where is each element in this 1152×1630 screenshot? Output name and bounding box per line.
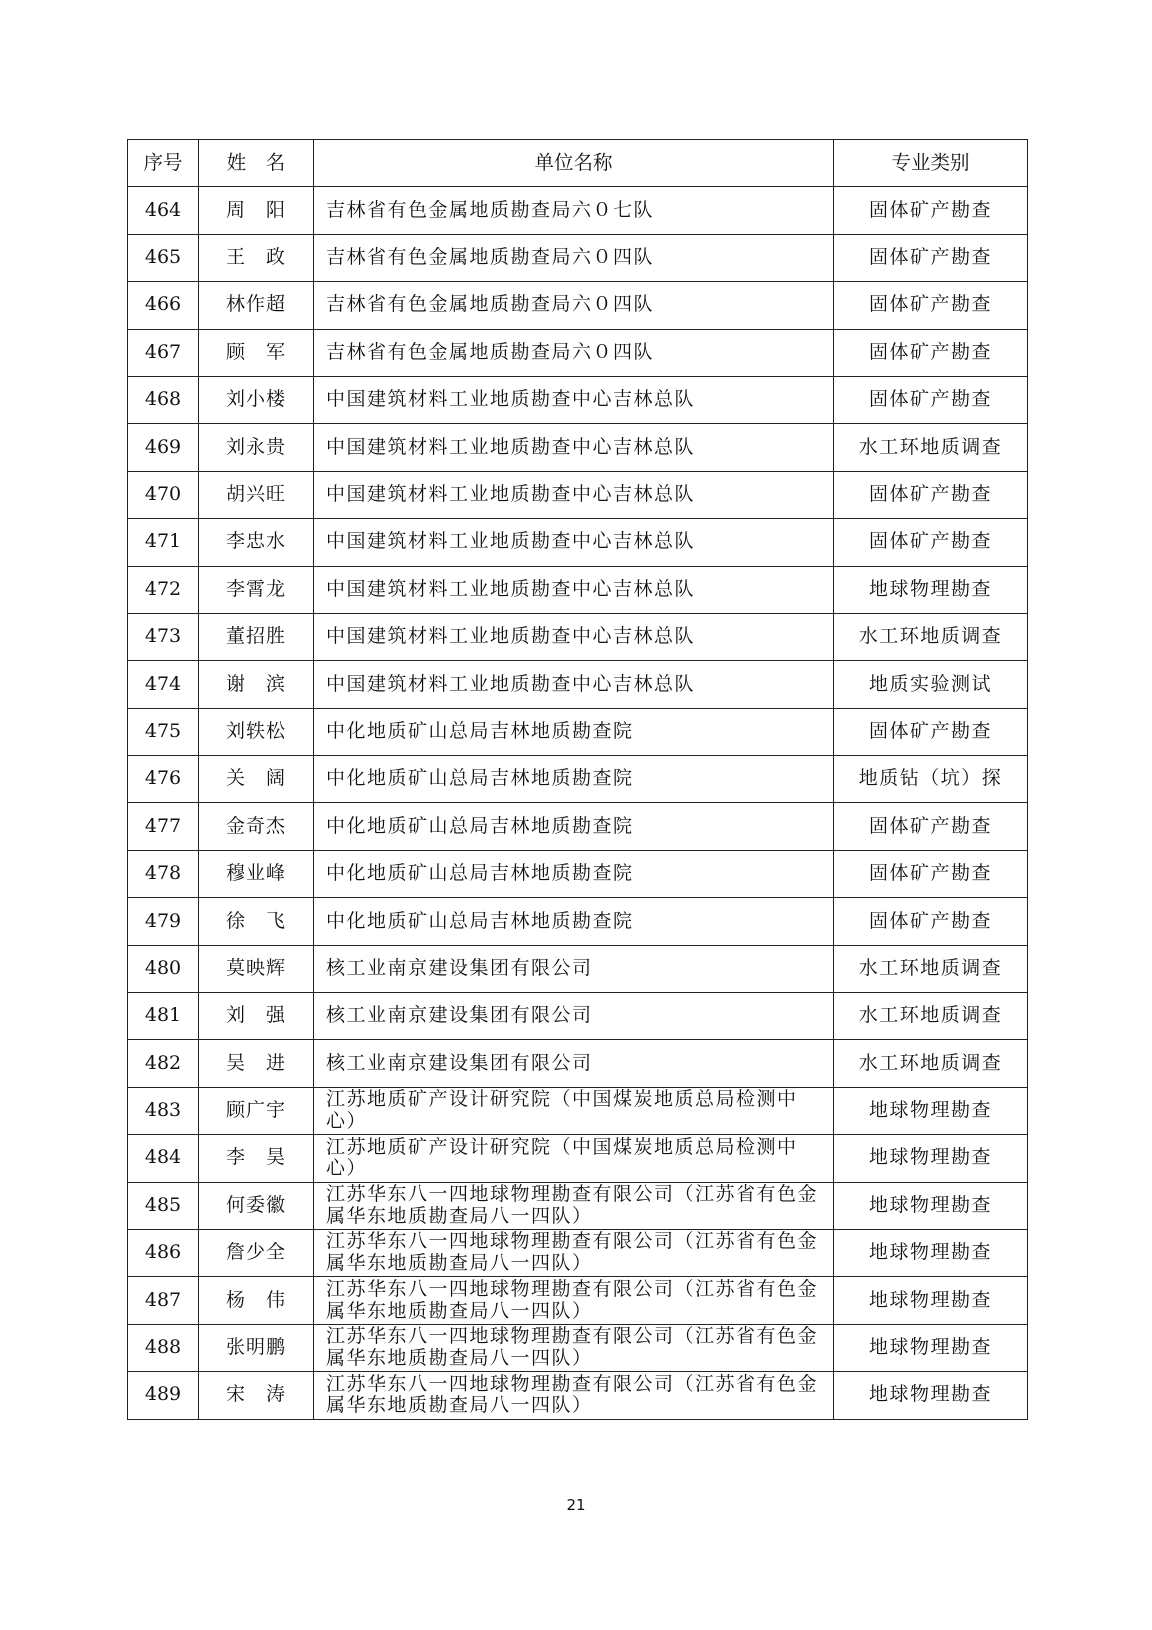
table-row	[128, 1040, 1028, 1087]
table-row	[128, 187, 1028, 234]
cell-category: 固体矿产勘查	[834, 519, 1028, 566]
cell-name: 胡兴旺	[199, 471, 314, 518]
page-number: 21	[566, 1496, 586, 1514]
cell-unit: 中国建筑材料工业地质勘查中心吉林总队	[314, 661, 834, 708]
table-header-row	[128, 140, 1028, 187]
cell-no: 470	[128, 471, 199, 518]
cell-unit: 吉林省有色金属地质勘查局六０四队	[314, 282, 834, 329]
cell-no: 471	[128, 519, 199, 566]
cell-category: 固体矿产勘查	[834, 708, 1028, 755]
cell-category: 地球物理勘查	[834, 1182, 1028, 1229]
cell-unit: 中国建筑材料工业地质勘查中心吉林总队	[314, 376, 834, 423]
cell-name: 宋 涛	[199, 1372, 314, 1419]
cell-category: 地质钻（坑）探	[834, 756, 1028, 803]
cell-name: 刘 强	[199, 993, 314, 1040]
cell-unit: 中国建筑材料工业地质勘查中心吉林总队	[314, 613, 834, 660]
cell-unit: 中国建筑材料工业地质勘查中心吉林总队	[314, 424, 834, 471]
cell-no: 479	[128, 898, 199, 945]
cell-no: 477	[128, 803, 199, 850]
table-row	[128, 803, 1028, 850]
cell-category: 固体矿产勘查	[834, 329, 1028, 376]
table-row	[128, 993, 1028, 1040]
table-row	[128, 1277, 1028, 1324]
cell-name: 林作超	[199, 282, 314, 329]
table-row	[128, 471, 1028, 518]
cell-unit: 江苏华东八一四地球物理勘查有限公司（江苏省有色金属华东地质勘查局八一四队）	[314, 1229, 834, 1276]
cell-no: 476	[128, 756, 199, 803]
table-row	[128, 1087, 1028, 1134]
table-row	[128, 519, 1028, 566]
cell-name: 何委徽	[199, 1182, 314, 1229]
cell-unit: 江苏华东八一四地球物理勘查有限公司（江苏省有色金属华东地质勘查局八一四队）	[314, 1277, 834, 1324]
cell-name: 吴 进	[199, 1040, 314, 1087]
cell-name: 杨 伟	[199, 1277, 314, 1324]
cell-unit: 吉林省有色金属地质勘查局六０四队	[314, 234, 834, 281]
cell-category: 水工环地质调查	[834, 1040, 1028, 1087]
table-row	[128, 945, 1028, 992]
cell-name: 刘小楼	[199, 376, 314, 423]
cell-category: 固体矿产勘查	[834, 187, 1028, 234]
header-unit: 单位名称	[314, 140, 834, 187]
cell-unit: 江苏地质矿产设计研究院（中国煤炭地质总局检测中心）	[314, 1135, 834, 1182]
cell-no: 485	[128, 1182, 199, 1229]
cell-category: 水工环地质调查	[834, 993, 1028, 1040]
cell-no: 482	[128, 1040, 199, 1087]
cell-unit: 中化地质矿山总局吉林地质勘查院	[314, 803, 834, 850]
cell-category: 地球物理勘查	[834, 1372, 1028, 1419]
cell-category: 地球物理勘查	[834, 1135, 1028, 1182]
cell-category: 固体矿产勘查	[834, 282, 1028, 329]
cell-unit: 江苏华东八一四地球物理勘查有限公司（江苏省有色金属华东地质勘查局八一四队）	[314, 1372, 834, 1419]
table-row	[128, 756, 1028, 803]
table-row	[128, 566, 1028, 613]
table-row	[128, 282, 1028, 329]
cell-no: 464	[128, 187, 199, 234]
cell-unit: 中国建筑材料工业地质勘查中心吉林总队	[314, 566, 834, 613]
cell-unit: 中化地质矿山总局吉林地质勘查院	[314, 898, 834, 945]
cell-name: 周 阳	[199, 187, 314, 234]
table-row	[128, 898, 1028, 945]
cell-category: 固体矿产勘查	[834, 376, 1028, 423]
cell-unit: 中国建筑材料工业地质勘查中心吉林总队	[314, 471, 834, 518]
table-row	[128, 1182, 1028, 1229]
cell-unit: 核工业南京建设集团有限公司	[314, 993, 834, 1040]
table-body	[128, 187, 1028, 1419]
table-row	[128, 1229, 1028, 1276]
cell-no: 484	[128, 1135, 199, 1182]
cell-unit: 核工业南京建设集团有限公司	[314, 1040, 834, 1087]
cell-name: 顾 军	[199, 329, 314, 376]
cell-unit: 核工业南京建设集团有限公司	[314, 945, 834, 992]
table-row	[128, 1135, 1028, 1182]
cell-unit: 江苏地质矿产设计研究院（中国煤炭地质总局检测中心）	[314, 1087, 834, 1134]
cell-unit: 中化地质矿山总局吉林地质勘查院	[314, 708, 834, 755]
table-row	[128, 613, 1028, 660]
cell-unit: 中化地质矿山总局吉林地质勘查院	[314, 756, 834, 803]
cell-no: 487	[128, 1277, 199, 1324]
cell-no: 472	[128, 566, 199, 613]
cell-name: 顾广宇	[199, 1087, 314, 1134]
cell-no: 467	[128, 329, 199, 376]
cell-category: 固体矿产勘查	[834, 234, 1028, 281]
cell-no: 465	[128, 234, 199, 281]
table-row	[128, 850, 1028, 897]
cell-name: 董招胜	[199, 613, 314, 660]
table-row	[128, 329, 1028, 376]
cell-unit: 吉林省有色金属地质勘查局六０七队	[314, 187, 834, 234]
cell-no: 486	[128, 1229, 199, 1276]
cell-name: 李霄龙	[199, 566, 314, 613]
table-row	[128, 1372, 1028, 1419]
cell-name: 莫映辉	[199, 945, 314, 992]
cell-category: 固体矿产勘查	[834, 898, 1028, 945]
cell-name: 金奇杰	[199, 803, 314, 850]
cell-unit: 中国建筑材料工业地质勘查中心吉林总队	[314, 519, 834, 566]
table-row	[128, 708, 1028, 755]
header-no: 序号	[128, 140, 199, 187]
table-row	[128, 661, 1028, 708]
cell-category: 固体矿产勘查	[834, 803, 1028, 850]
cell-no: 469	[128, 424, 199, 471]
cell-no: 475	[128, 708, 199, 755]
cell-no: 489	[128, 1372, 199, 1419]
cell-no: 483	[128, 1087, 199, 1134]
header-name: 姓 名	[199, 140, 314, 187]
personnel-table	[127, 139, 1028, 1420]
cell-category: 地质实验测试	[834, 661, 1028, 708]
cell-name: 刘轶松	[199, 708, 314, 755]
cell-unit: 中化地质矿山总局吉林地质勘查院	[314, 850, 834, 897]
cell-unit: 江苏华东八一四地球物理勘查有限公司（江苏省有色金属华东地质勘查局八一四队）	[314, 1182, 834, 1229]
cell-unit: 吉林省有色金属地质勘查局六０四队	[314, 329, 834, 376]
cell-name: 刘永贵	[199, 424, 314, 471]
cell-category: 水工环地质调查	[834, 945, 1028, 992]
header-category: 专业类别	[834, 140, 1028, 187]
cell-name: 张明鹏	[199, 1324, 314, 1371]
table-row	[128, 376, 1028, 423]
cell-no: 478	[128, 850, 199, 897]
cell-no: 474	[128, 661, 199, 708]
cell-category: 地球物理勘查	[834, 566, 1028, 613]
cell-no: 481	[128, 993, 199, 1040]
table-row	[128, 1324, 1028, 1371]
cell-category: 固体矿产勘查	[834, 850, 1028, 897]
cell-category: 水工环地质调查	[834, 424, 1028, 471]
cell-category: 固体矿产勘查	[834, 471, 1028, 518]
cell-no: 468	[128, 376, 199, 423]
cell-unit: 江苏华东八一四地球物理勘查有限公司（江苏省有色金属华东地质勘查局八一四队）	[314, 1324, 834, 1371]
cell-name: 谢 滨	[199, 661, 314, 708]
cell-name: 王 政	[199, 234, 314, 281]
cell-name: 李 昊	[199, 1135, 314, 1182]
table-row	[128, 424, 1028, 471]
cell-no: 473	[128, 613, 199, 660]
cell-category: 地球物理勘查	[834, 1087, 1028, 1134]
cell-no: 488	[128, 1324, 199, 1371]
cell-name: 詹少全	[199, 1229, 314, 1276]
cell-no: 480	[128, 945, 199, 992]
cell-category: 水工环地质调查	[834, 613, 1028, 660]
cell-category: 地球物理勘查	[834, 1324, 1028, 1371]
cell-name: 徐 飞	[199, 898, 314, 945]
cell-name: 穆业峰	[199, 850, 314, 897]
cell-category: 地球物理勘查	[834, 1277, 1028, 1324]
cell-category: 地球物理勘查	[834, 1229, 1028, 1276]
cell-name: 李忠水	[199, 519, 314, 566]
cell-no: 466	[128, 282, 199, 329]
table-row	[128, 234, 1028, 281]
cell-name: 关 阔	[199, 756, 314, 803]
